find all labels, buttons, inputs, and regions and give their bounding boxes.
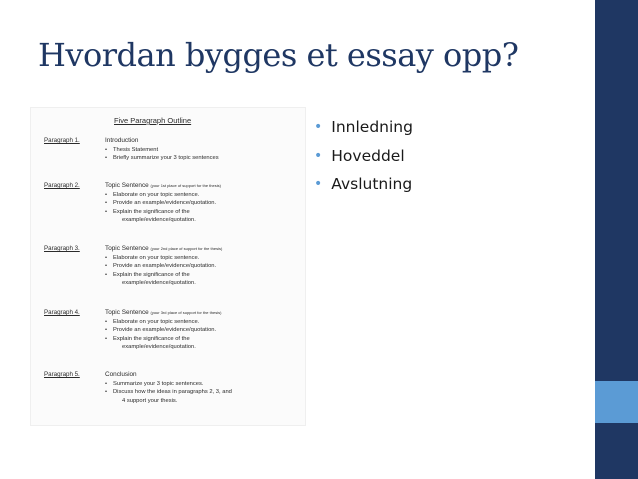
bullet-item	[314, 142, 413, 171]
outline-bullet-line: • Briefly summarize your 3 topic sentences	[105, 154, 303, 163]
outline-bullet-line: • Summarize your 3 topic sentences.	[105, 380, 303, 389]
bullet-dot-icon: •	[314, 176, 323, 192]
paragraph-heading-line	[105, 245, 303, 254]
outline-bullet-line: • Provide an example/evidence/quotation.	[105, 326, 303, 335]
bullet-list	[314, 113, 413, 199]
outline-continuation-line: 4 support your thesis.	[122, 397, 178, 404]
paragraph-body	[105, 245, 303, 288]
paragraph-heading-line	[105, 309, 303, 318]
bullet-text: Innledning	[331, 118, 413, 136]
outline-bullet-line: • Explain the significance of the	[105, 208, 303, 217]
outline-bullet-line: • Provide an example/evidence/quotation.	[105, 262, 303, 271]
paragraph-heading-line	[105, 371, 303, 380]
paragraph-label: Paragraph 4.	[44, 309, 80, 316]
outline-bullet-line: • Elaborate on your topic sentence.	[105, 254, 303, 263]
outline-title: Five Paragraph Outline	[114, 116, 192, 125]
paragraph-note: (your 2nd place of support for the thesis)	[150, 246, 223, 251]
paragraph-body	[105, 137, 303, 163]
paragraph-label: Paragraph 5.	[44, 371, 80, 378]
bullet-text: Avslutning	[331, 175, 413, 193]
paragraph-body	[105, 371, 303, 405]
bullet-text: Hoveddel	[331, 146, 405, 165]
paragraph-heading-line	[105, 182, 303, 191]
outline-continuation-line: example/evidence/quotation.	[122, 344, 196, 351]
five-paragraph-outline-image	[30, 107, 306, 426]
paragraph-label: Paragraph 2.	[44, 182, 80, 189]
bullet-dot-icon: •	[314, 119, 323, 135]
sidebar-accent-block	[595, 381, 638, 423]
bullet-dot-icon: •	[314, 147, 323, 164]
outline-bullet-line: • Provide an example/evidence/quotation.	[105, 199, 303, 208]
outline-bullet-line: • Discuss how the ideas in paragraphs 2, 3, and	[105, 388, 303, 397]
paragraph-heading: Topic Sentence	[105, 309, 149, 316]
paragraph-body	[105, 182, 303, 225]
outline-bullet-line: • Elaborate on your topic sentence.	[105, 318, 303, 327]
slide-title: Hvordan bygges et essay opp?	[38, 36, 519, 74]
bullet-item	[314, 113, 413, 142]
outline-continuation-line: example/evidence/quotation.	[122, 217, 196, 224]
outline-bullet-line: • Explain the significance of the	[105, 335, 303, 344]
outline-bullet-line: • Thesis Statement	[105, 146, 303, 155]
outline-continuation-line: example/evidence/quotation.	[122, 280, 196, 287]
outline-bullet-line: • Explain the significance of the	[105, 271, 303, 280]
bullet-item	[314, 170, 413, 199]
paragraph-body	[105, 309, 303, 352]
paragraph-heading: Introduction	[105, 137, 139, 144]
outline-bullet-line: • Elaborate on your topic sentence.	[105, 191, 303, 200]
paragraph-note: (your 3rd place of support for the thesis)	[150, 310, 222, 315]
paragraph-heading: Conclusion	[105, 371, 137, 378]
paragraph-note: (your 1st place of support for the thesis)	[150, 183, 221, 188]
paragraph-label: Paragraph 1.	[44, 137, 80, 144]
paragraph-heading-line	[105, 137, 303, 146]
paragraph-heading: Topic Sentence	[105, 245, 149, 252]
paragraph-label: Paragraph 3.	[44, 245, 80, 252]
paragraph-heading: Topic Sentence	[105, 182, 149, 189]
